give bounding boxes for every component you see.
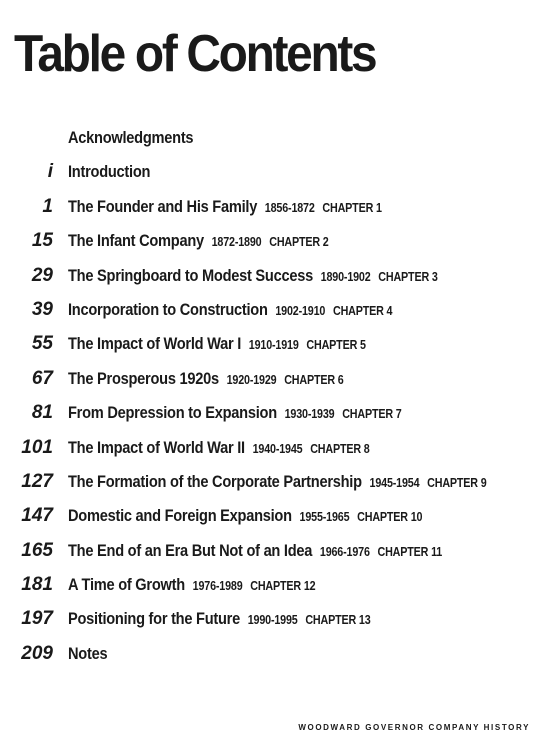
toc-page-number: 29 <box>31 264 53 286</box>
toc-line <box>68 362 344 397</box>
toc-entry-title: From Depression to Expansion <box>68 403 277 423</box>
toc-entry-title: The Formation of the Corporate Partnership <box>68 471 362 491</box>
toc-entry-title: The Impact of World War II <box>68 437 245 457</box>
toc-line <box>68 431 370 466</box>
toc-page-number: 15 <box>31 230 53 252</box>
toc-entry-acknowledgments <box>0 121 544 155</box>
toc-entry-chapter: CHAPTER 13 <box>305 613 371 628</box>
toc-entry-chapter-5 <box>0 327 544 361</box>
toc-entry-years: 1955-1965 <box>299 510 350 525</box>
toc-entry-chapter-3 <box>0 259 544 293</box>
page-title: Table of Contents <box>14 25 376 83</box>
toc-line <box>68 155 150 190</box>
toc-entry-years: 1902-1910 <box>275 303 326 318</box>
toc-entry-chapter-12 <box>0 568 544 602</box>
toc-entry-chapter: CHAPTER 3 <box>378 269 438 284</box>
toc-entry-chapter: CHAPTER 4 <box>332 303 393 318</box>
toc-entry-title: Acknowledgments <box>68 128 194 147</box>
toc-entry-chapter-6 <box>0 362 544 396</box>
toc-entry-chapter-7 <box>0 396 544 430</box>
toc-entry-years: 1856-1872 <box>264 200 315 215</box>
toc-line <box>68 327 366 362</box>
toc-page-number: 165 <box>21 539 53 561</box>
toc-entry-chapter-11 <box>0 534 544 568</box>
toc-page-number: 39 <box>31 298 53 320</box>
toc-entry-years: 1945-1954 <box>369 475 420 490</box>
running-footer: WOODWARD GOVERNOR COMPANY HISTORY <box>298 723 530 732</box>
toc-entry-chapter-10 <box>0 499 544 533</box>
toc-page-number: 127 <box>21 470 53 492</box>
toc-entry-introduction <box>0 155 544 189</box>
toc-entry-title: The Prosperous 1920s <box>68 368 219 388</box>
toc-line <box>68 293 392 328</box>
toc-page-number: 81 <box>31 402 53 424</box>
toc-entry-chapter-9 <box>0 465 544 499</box>
toc-entry-years: 1920-1929 <box>226 372 277 387</box>
toc-entry-chapter: CHAPTER 5 <box>306 338 366 353</box>
toc-entry-chapter: CHAPTER 9 <box>427 475 487 490</box>
toc-entry-chapter: CHAPTER 8 <box>310 441 370 456</box>
toc-entry-years: 1930-1939 <box>284 407 335 422</box>
toc-line <box>68 259 438 294</box>
toc-entry-chapter-4 <box>0 293 544 327</box>
toc-entry-years: 1890-1902 <box>320 269 371 284</box>
toc-entry-chapter: CHAPTER 7 <box>342 407 402 422</box>
toc-page-number: 101 <box>21 436 53 458</box>
toc-page-number: 181 <box>21 574 53 596</box>
toc-entry-title: Incorporation to Construction <box>68 299 268 319</box>
toc-line <box>68 396 402 431</box>
toc-entry-title: The Springboard to Modest Success <box>68 265 313 285</box>
toc-line <box>68 568 315 603</box>
toc-entry-title: The End of an Era But Not of an Idea <box>68 540 313 560</box>
toc-entry-title: The Infant Company <box>68 231 204 251</box>
toc-entry-years: 1910-1919 <box>248 338 299 353</box>
toc-entry-years: 1966-1976 <box>319 544 370 559</box>
toc-line <box>68 224 329 259</box>
toc-entry-title: A Time of Growth <box>68 575 185 595</box>
toc-list <box>0 121 544 671</box>
toc-line <box>68 534 442 569</box>
toc-line <box>68 190 382 225</box>
toc-entry-chapter: CHAPTER 12 <box>250 579 316 594</box>
toc-entry-notes <box>0 637 544 671</box>
toc-page-number: 209 <box>21 642 53 664</box>
toc-entry-years: 1990-1995 <box>247 613 298 628</box>
toc-page-number: 67 <box>31 367 53 389</box>
toc-entry-years: 1872-1890 <box>211 235 262 250</box>
toc-entry-chapter-13 <box>0 602 544 636</box>
toc-line <box>68 121 193 156</box>
toc-entry-chapter: CHAPTER 1 <box>322 200 382 215</box>
toc-entry-chapter: CHAPTER 6 <box>284 372 344 387</box>
toc-line <box>68 637 107 672</box>
toc-entry-chapter: CHAPTER 11 <box>377 544 443 559</box>
toc-line <box>68 465 487 500</box>
toc-line <box>68 602 371 637</box>
toc-entry-years: 1940-1945 <box>252 441 303 456</box>
toc-page-number: 147 <box>21 505 53 527</box>
toc-entry-title: Introduction <box>68 162 151 182</box>
toc-entry-title: Notes <box>68 643 108 663</box>
toc-entry-chapter: CHAPTER 2 <box>269 235 329 250</box>
toc-page-number: 1 <box>42 195 53 217</box>
toc-entry-chapter-8 <box>0 431 544 465</box>
toc-entry-title: The Impact of World War I <box>68 334 242 354</box>
toc-page-number: i <box>47 161 53 183</box>
toc-entry-title: Positioning for the Future <box>68 609 240 629</box>
toc-entry-years: 1976-1989 <box>192 579 243 594</box>
toc-entry-chapter-1 <box>0 190 544 224</box>
toc-line <box>68 499 422 534</box>
toc-page-number: 55 <box>31 333 53 355</box>
toc-entry-chapter-2 <box>0 224 544 258</box>
toc-entry-title: The Founder and His Family <box>68 196 258 216</box>
toc-entry-chapter: CHAPTER 10 <box>357 510 423 525</box>
toc-entry-title: Domestic and Foreign Expansion <box>68 506 292 526</box>
toc-page-number: 197 <box>21 608 53 630</box>
